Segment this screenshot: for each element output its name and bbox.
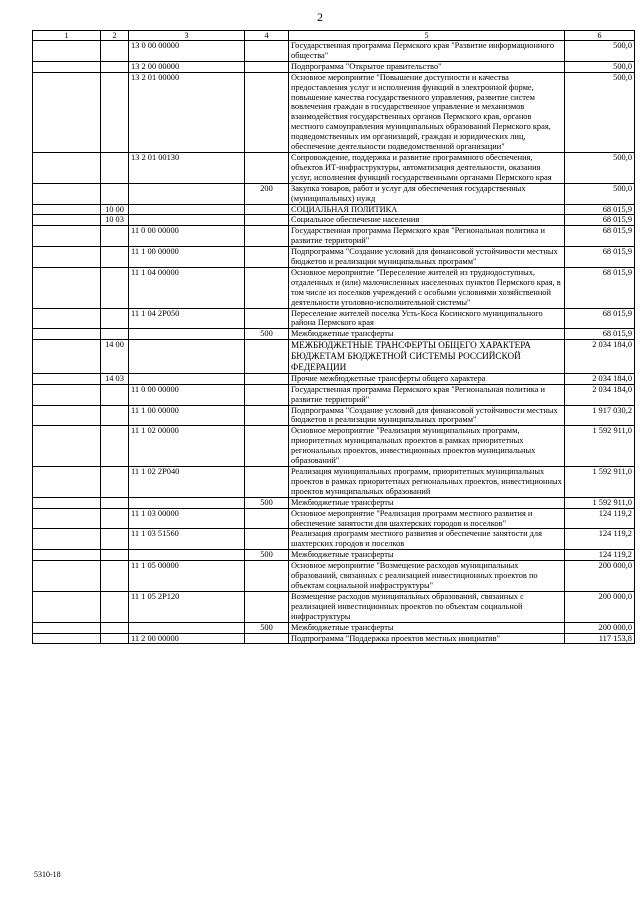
expense-type-cell bbox=[245, 247, 289, 268]
section-cell bbox=[33, 204, 101, 215]
budget-table bbox=[32, 30, 635, 644]
table-row bbox=[33, 61, 635, 72]
description-cell: Межбюджетные трансферты bbox=[289, 497, 565, 508]
description-cell: Социальное обеспечение населения bbox=[289, 215, 565, 226]
expense-type-cell bbox=[245, 41, 289, 62]
subsection-cell bbox=[101, 529, 129, 550]
subsection-cell bbox=[101, 308, 129, 329]
amount-cell: 68 015,9 bbox=[565, 226, 635, 247]
table-body bbox=[33, 41, 635, 644]
target-code-cell: 11 1 03 00000 bbox=[129, 508, 245, 529]
expense-type-cell bbox=[245, 384, 289, 405]
description-cell: Межбюджетные трансферты bbox=[289, 550, 565, 561]
section-cell bbox=[33, 373, 101, 384]
subsection-cell bbox=[101, 591, 129, 622]
expense-type-cell bbox=[245, 508, 289, 529]
expense-type-cell bbox=[245, 467, 289, 498]
target-code-cell bbox=[129, 340, 245, 374]
target-code-cell: 11 0 00 00000 bbox=[129, 384, 245, 405]
description-cell: Подпрограмма "Создание условий для финансовой устойчивости местных бюджетов и реализации муниципальных программ" bbox=[289, 247, 565, 268]
section-cell bbox=[33, 529, 101, 550]
amount-cell: 1 592 911,0 bbox=[565, 426, 635, 467]
section-cell bbox=[33, 405, 101, 426]
description-cell: Подпрограмма "Создание условий для финансовой устойчивости местных бюджетов и реализации муниципальных программ" bbox=[289, 405, 565, 426]
amount-cell: 500,0 bbox=[565, 41, 635, 62]
description-cell: СОЦИАЛЬНАЯ ПОЛИТИКА bbox=[289, 204, 565, 215]
header-col-3: 3 bbox=[129, 31, 245, 41]
table-row bbox=[33, 591, 635, 622]
target-code-cell bbox=[129, 550, 245, 561]
amount-cell: 500,0 bbox=[565, 183, 635, 204]
expense-type-cell bbox=[245, 215, 289, 226]
subsection-cell bbox=[101, 384, 129, 405]
target-code-cell bbox=[129, 622, 245, 633]
expense-type-cell: 500 bbox=[245, 329, 289, 340]
amount-cell: 2 034 184,0 bbox=[565, 373, 635, 384]
target-code-cell: 11 0 00 00000 bbox=[129, 226, 245, 247]
page-number: 2 bbox=[317, 10, 323, 24]
section-cell bbox=[33, 152, 101, 183]
target-code-cell: 11 1 02 2P040 bbox=[129, 467, 245, 498]
amount-cell: 200 000,0 bbox=[565, 561, 635, 592]
table-row bbox=[33, 467, 635, 498]
header-col-1: 1 bbox=[33, 31, 101, 41]
table-row bbox=[33, 405, 635, 426]
description-cell: Прочие межбюджетные трансферты общего характера bbox=[289, 373, 565, 384]
section-cell bbox=[33, 633, 101, 644]
table-row bbox=[33, 561, 635, 592]
section-cell bbox=[33, 426, 101, 467]
subsection-cell: 14 03 bbox=[101, 373, 129, 384]
expense-type-cell bbox=[245, 591, 289, 622]
description-cell: Переселение жителей поселка Усть-Коса Косинского муниципального района Пермского края bbox=[289, 308, 565, 329]
expense-type-cell bbox=[245, 529, 289, 550]
section-cell bbox=[33, 267, 101, 308]
subsection-cell bbox=[101, 622, 129, 633]
expense-type-cell: 500 bbox=[245, 622, 289, 633]
amount-cell: 2 034 184,0 bbox=[565, 384, 635, 405]
target-code-cell: 11 1 00 00000 bbox=[129, 247, 245, 268]
header-col-4: 4 bbox=[245, 31, 289, 41]
table-row bbox=[33, 215, 635, 226]
expense-type-cell bbox=[245, 405, 289, 426]
table-row bbox=[33, 204, 635, 215]
section-cell bbox=[33, 329, 101, 340]
target-code-cell: 11 1 03 51560 bbox=[129, 529, 245, 550]
table-row bbox=[33, 183, 635, 204]
table-row bbox=[33, 226, 635, 247]
subsection-cell: 10 00 bbox=[101, 204, 129, 215]
table-row bbox=[33, 426, 635, 467]
section-cell bbox=[33, 561, 101, 592]
section-cell bbox=[33, 497, 101, 508]
amount-cell: 124 119,2 bbox=[565, 508, 635, 529]
section-cell bbox=[33, 622, 101, 633]
target-code-cell: 13 0 00 00000 bbox=[129, 41, 245, 62]
target-code-cell: 13 2 00 00000 bbox=[129, 61, 245, 72]
target-code-cell: 11 1 04 00000 bbox=[129, 267, 245, 308]
subsection-cell bbox=[101, 152, 129, 183]
subsection-cell bbox=[101, 61, 129, 72]
amount-cell: 124 119,2 bbox=[565, 550, 635, 561]
subsection-cell bbox=[101, 41, 129, 62]
table-row bbox=[33, 550, 635, 561]
target-code-cell: 11 1 05 2P120 bbox=[129, 591, 245, 622]
description-cell: Реализация программ местного развития и обеспечение занятости для шахтерских городов и поселков bbox=[289, 529, 565, 550]
expense-type-cell: 200 bbox=[245, 183, 289, 204]
expense-type-cell: 500 bbox=[245, 550, 289, 561]
expense-type-cell bbox=[245, 61, 289, 72]
section-cell bbox=[33, 183, 101, 204]
table-row bbox=[33, 633, 635, 644]
expense-type-cell bbox=[245, 226, 289, 247]
expense-type-cell bbox=[245, 308, 289, 329]
description-cell: Сопровождение, поддержка и развитие программного обеспечения, объектов ИТ-инфраструктуры, автоматизация деятельности, оказания услуг, исполнения функций государственными органами Пермского края bbox=[289, 152, 565, 183]
subsection-cell bbox=[101, 247, 129, 268]
target-code-cell: 11 1 04 2P050 bbox=[129, 308, 245, 329]
description-cell: Закупка товаров, работ и услуг для обеспечения государственных (муниципальных) нужд bbox=[289, 183, 565, 204]
target-code-cell: 11 1 05 00000 bbox=[129, 561, 245, 592]
expense-type-cell bbox=[245, 561, 289, 592]
table-row bbox=[33, 508, 635, 529]
section-cell bbox=[33, 226, 101, 247]
subsection-cell bbox=[101, 226, 129, 247]
table-row bbox=[33, 373, 635, 384]
table-row bbox=[33, 622, 635, 633]
expense-type-cell bbox=[245, 152, 289, 183]
expense-type-cell bbox=[245, 373, 289, 384]
amount-cell: 117 153,8 bbox=[565, 633, 635, 644]
amount-cell: 500,0 bbox=[565, 61, 635, 72]
amount-cell: 1 592 911,0 bbox=[565, 467, 635, 498]
description-cell: Основное мероприятие "Возмещение расходов муниципальных образований, связанных с реализацией инвестиционных проектов по объектам социальной инфраструктуры" bbox=[289, 561, 565, 592]
subsection-cell bbox=[101, 183, 129, 204]
target-code-cell bbox=[129, 373, 245, 384]
amount-cell: 200 000,0 bbox=[565, 622, 635, 633]
expense-type-cell bbox=[245, 204, 289, 215]
table-row bbox=[33, 308, 635, 329]
subsection-cell bbox=[101, 633, 129, 644]
section-cell bbox=[33, 550, 101, 561]
amount-cell: 1 917 030,2 bbox=[565, 405, 635, 426]
section-cell bbox=[33, 72, 101, 152]
target-code-cell bbox=[129, 204, 245, 215]
subsection-cell bbox=[101, 561, 129, 592]
table-row bbox=[33, 41, 635, 62]
target-code-cell: 13 2 01 00130 bbox=[129, 152, 245, 183]
amount-cell: 500,0 bbox=[565, 152, 635, 183]
description-cell: Реализация муниципальных программ, приоритетных муниципальных проектов в рамках приоритетных региональных проектов, инвестиционных проектов муниципальных образований bbox=[289, 467, 565, 498]
amount-cell: 68 015,9 bbox=[565, 308, 635, 329]
section-cell bbox=[33, 591, 101, 622]
description-cell: Государственная программа Пермского края "Региональная политика и развитие территорий" bbox=[289, 384, 565, 405]
subsection-cell bbox=[101, 550, 129, 561]
target-code-cell: 13 2 01 00000 bbox=[129, 72, 245, 152]
section-cell bbox=[33, 467, 101, 498]
header-col-2: 2 bbox=[101, 31, 129, 41]
section-cell bbox=[33, 308, 101, 329]
document-code: 5310-18 bbox=[34, 870, 61, 879]
amount-cell: 2 034 184,0 bbox=[565, 340, 635, 374]
section-cell bbox=[33, 384, 101, 405]
target-code-cell: 11 1 02 00000 bbox=[129, 426, 245, 467]
subsection-cell bbox=[101, 405, 129, 426]
section-cell bbox=[33, 508, 101, 529]
table-row bbox=[33, 329, 635, 340]
target-code-cell bbox=[129, 497, 245, 508]
subsection-cell bbox=[101, 72, 129, 152]
target-code-cell bbox=[129, 183, 245, 204]
section-cell bbox=[33, 41, 101, 62]
table-row bbox=[33, 529, 635, 550]
table-row bbox=[33, 247, 635, 268]
subsection-cell bbox=[101, 508, 129, 529]
amount-cell: 124 119,2 bbox=[565, 529, 635, 550]
amount-cell: 68 015,9 bbox=[565, 329, 635, 340]
table-row bbox=[33, 72, 635, 152]
table-row bbox=[33, 267, 635, 308]
target-code-cell bbox=[129, 215, 245, 226]
subsection-cell: 14 00 bbox=[101, 340, 129, 374]
amount-cell: 1 592 911,0 bbox=[565, 497, 635, 508]
table-row bbox=[33, 340, 635, 374]
section-cell bbox=[33, 247, 101, 268]
description-cell: Основное мероприятие "Реализация муниципальных программ, приоритетных муниципальных проектов в рамках приоритетных региональных проектов, инвестиционных проектов муниципальных образований" bbox=[289, 426, 565, 467]
section-cell bbox=[33, 215, 101, 226]
amount-cell: 68 015,9 bbox=[565, 267, 635, 308]
subsection-cell bbox=[101, 497, 129, 508]
description-cell: Основное мероприятие "Переселение жителей из труднодоступных, отдаленных и (или) малочисленных населенных пунктов Пермского края, в том числе из поселков учреждений с особыми условиями хозяйственной деятельности уголовно-исполнительной системы" bbox=[289, 267, 565, 308]
section-cell bbox=[33, 61, 101, 72]
header-col-5: 5 bbox=[289, 31, 565, 41]
table-row bbox=[33, 384, 635, 405]
amount-cell: 68 015,9 bbox=[565, 215, 635, 226]
target-code-cell: 11 2 00 00000 bbox=[129, 633, 245, 644]
subsection-cell bbox=[101, 426, 129, 467]
description-cell: Возмещение расходов муниципальных образований, связанных с реализацией инвестиционных проектов по объектам социальной инфраструктуры bbox=[289, 591, 565, 622]
description-cell: Государственная программа Пермского края "Региональная политика и развитие территорий" bbox=[289, 226, 565, 247]
table-header bbox=[33, 31, 635, 41]
expense-type-cell bbox=[245, 633, 289, 644]
subsection-cell bbox=[101, 329, 129, 340]
section-cell bbox=[33, 340, 101, 374]
description-cell: Основное мероприятие "Повышение доступности и качества предоставления услуг и исполнения функций в электронной форме, повышение качества государственного управления, развитие систем вовлечения граждан в государственное управление и механизмов взаимодействия государственных органов Пермского края, органов местного самоуправления муниципальных образований Пермского края, подведомственных им организаций, граждан и юридических лиц, обеспечение деятельности подведомственной организации" bbox=[289, 72, 565, 152]
table-row bbox=[33, 152, 635, 183]
subsection-cell: 10 03 bbox=[101, 215, 129, 226]
expense-type-cell bbox=[245, 340, 289, 374]
description-cell: Государственная программа Пермского края "Развитие информационного общества" bbox=[289, 41, 565, 62]
target-code-cell bbox=[129, 329, 245, 340]
expense-type-cell bbox=[245, 426, 289, 467]
description-cell: Основное мероприятие "Реализация программ местного развития и обеспечение занятости для шахтерских городов и поселков" bbox=[289, 508, 565, 529]
expense-type-cell bbox=[245, 72, 289, 152]
description-cell: Подпрограмма "Поддержка проектов местных инициатив" bbox=[289, 633, 565, 644]
table-row bbox=[33, 497, 635, 508]
expense-type-cell: 500 bbox=[245, 497, 289, 508]
description-cell: Межбюджетные трансферты bbox=[289, 329, 565, 340]
subsection-cell bbox=[101, 467, 129, 498]
description-cell: Подпрограмма "Открытое правительство" bbox=[289, 61, 565, 72]
amount-cell: 68 015,9 bbox=[565, 204, 635, 215]
amount-cell: 200 000,0 bbox=[565, 591, 635, 622]
description-cell: МЕЖБЮДЖЕТНЫЕ ТРАНСФЕРТЫ ОБЩЕГО ХАРАКТЕРА БЮДЖЕТАМ БЮДЖЕТНОЙ СИСТЕМЫ РОССИЙСКОЙ ФЕДЕРАЦИИ bbox=[289, 340, 565, 374]
subsection-cell bbox=[101, 267, 129, 308]
amount-cell: 500,0 bbox=[565, 72, 635, 152]
expense-type-cell bbox=[245, 267, 289, 308]
amount-cell: 68 015,9 bbox=[565, 247, 635, 268]
header-col-6: 6 bbox=[565, 31, 635, 41]
target-code-cell: 11 1 00 00000 bbox=[129, 405, 245, 426]
description-cell: Межбюджетные трансферты bbox=[289, 622, 565, 633]
